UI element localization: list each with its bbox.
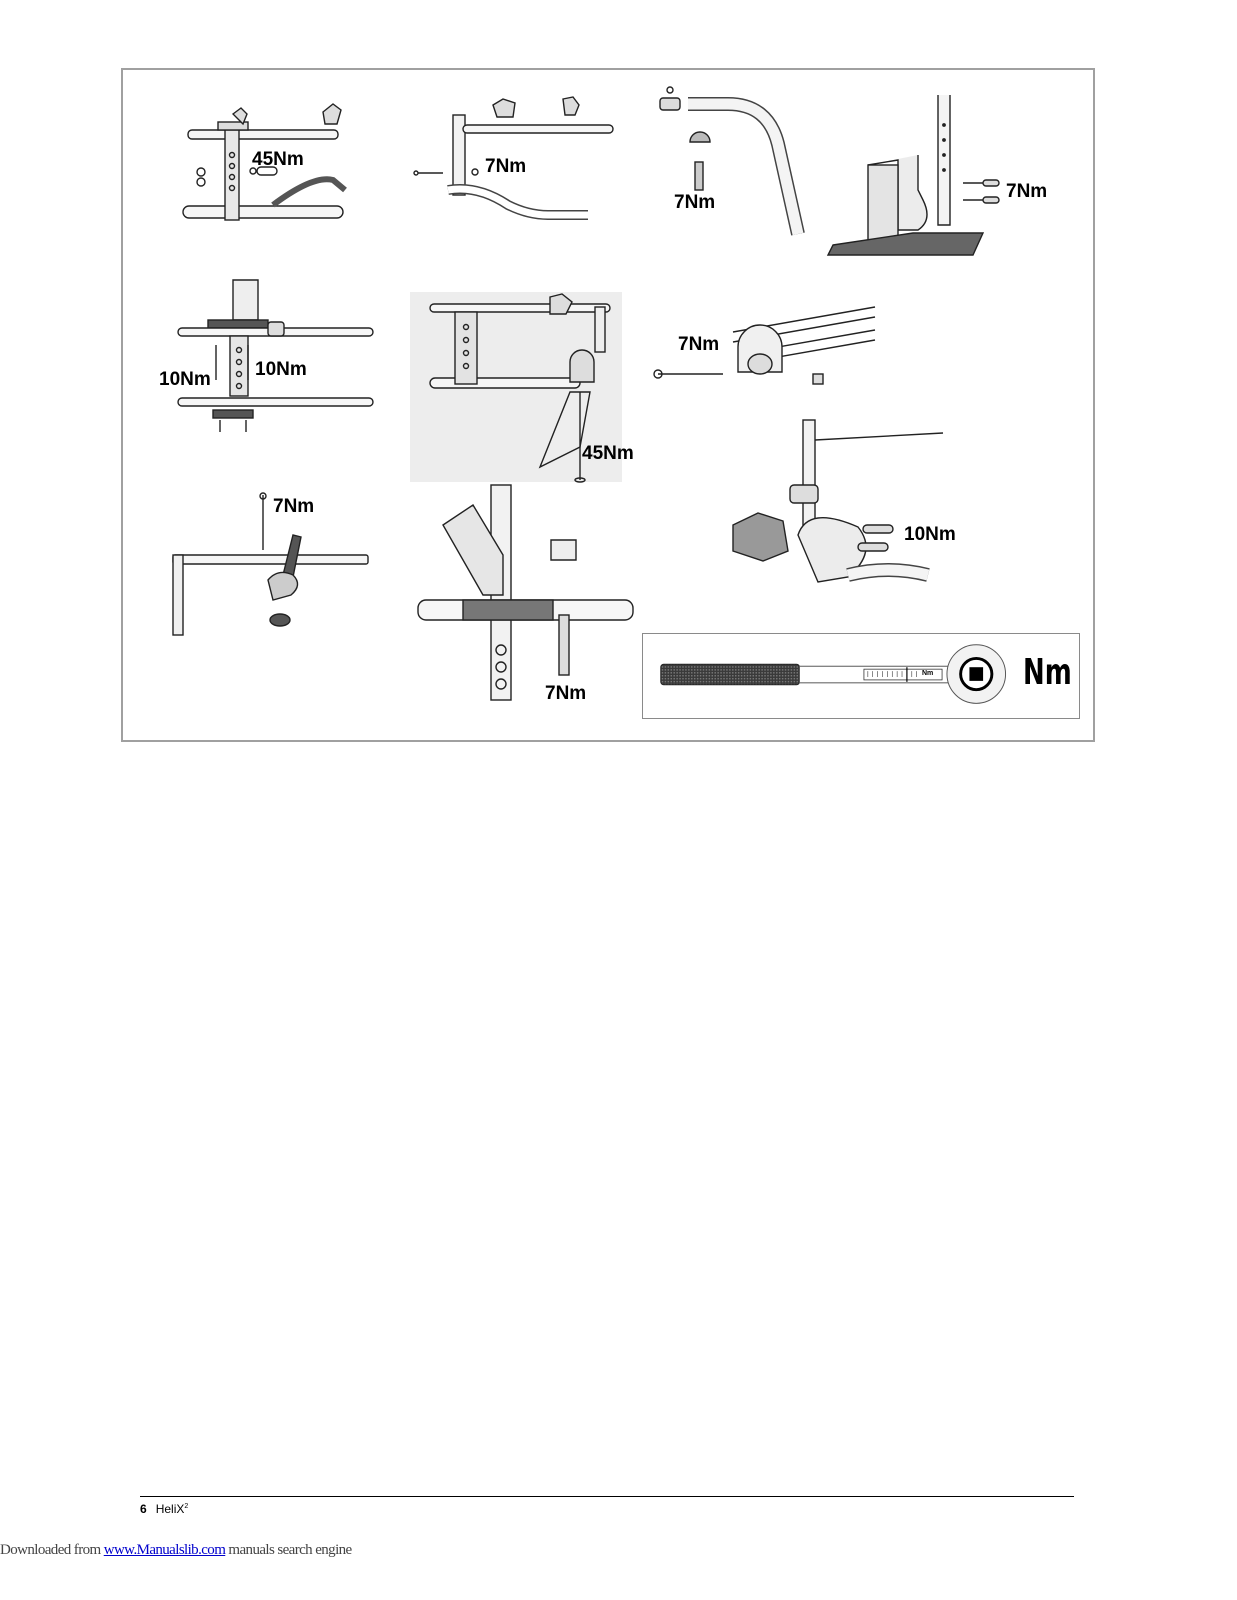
download-notice	[0, 1542, 352, 1559]
frame-drawing-3	[168, 270, 373, 440]
joint-drawing	[413, 485, 633, 705]
hanger-drawing	[823, 95, 1023, 275]
torque-label-p4: 7Nm	[1006, 181, 1048, 202]
panel-bent-tube-7nm	[648, 80, 798, 240]
torque-label-p10: 10Nm	[904, 524, 956, 545]
product-superscript: 2	[184, 1503, 189, 1510]
torque-wrench-legend	[642, 633, 1080, 719]
assembly-figure-frame	[121, 68, 1095, 742]
torque-label-p2: 7Nm	[485, 156, 527, 177]
torque-label-p7: 7Nm	[678, 334, 720, 355]
tube-drawing	[648, 80, 798, 240]
torque-label-p5a: 10Nm	[159, 369, 211, 390]
panel-hanger-7nm	[823, 95, 1023, 275]
panel-brake-7nm	[168, 490, 373, 640]
torque-label-p9: 7Nm	[545, 683, 587, 704]
brake-drawing	[168, 490, 373, 640]
download-prefix: Downloaded from	[0, 1542, 104, 1558]
torque-label-p1: 45Nm	[252, 149, 304, 170]
wrench-scale-unit: Nm	[922, 670, 934, 677]
manualslib-link[interactable]: www.Manualslib.com	[103, 1542, 226, 1558]
torque-label-p3: 7Nm	[674, 192, 716, 213]
housing-drawing	[728, 415, 943, 605]
footer-rule	[140, 1496, 1074, 1497]
torque-label-p8: 7Nm	[273, 496, 315, 517]
torque-label-p6: 45Nm	[582, 443, 634, 464]
panel-housing-10nm	[728, 415, 943, 605]
download-suffix: manuals search engine	[225, 1542, 352, 1558]
product-name: HeliX	[155, 1502, 185, 1516]
page-number: 6	[140, 1502, 147, 1516]
torque-label-p5b: 10Nm	[255, 359, 307, 380]
wrench-unit-label: Nm	[1023, 652, 1072, 693]
page-footer	[140, 1502, 188, 1516]
torque-wrench-icon	[643, 634, 1079, 718]
panel-frame-10nm	[168, 270, 373, 440]
panel-joint-7nm	[413, 485, 633, 705]
